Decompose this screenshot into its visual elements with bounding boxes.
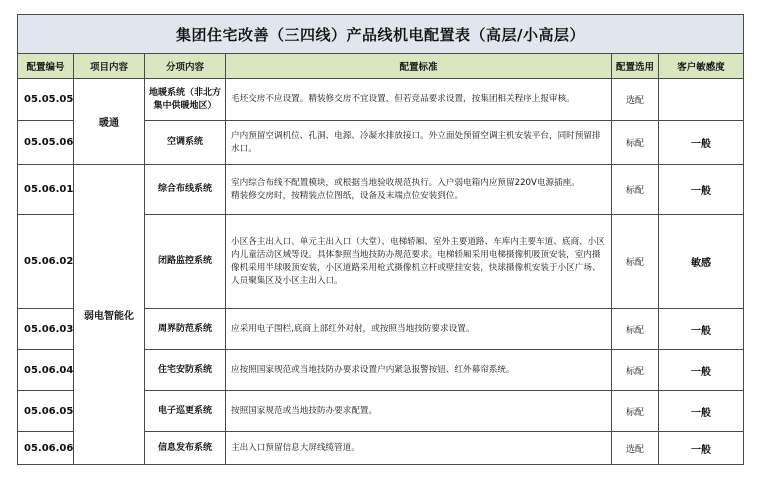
- row-code: 05.06.03: [18, 309, 74, 350]
- config-table-sheet: [17, 14, 743, 465]
- header-project: 项目内容: [74, 54, 145, 79]
- row-standard: 毛坯交房不应设置。精装修交房不宜设置，但若竞品要求设置，按集团相关程序上报审核。: [226, 79, 612, 121]
- header-selection: 配置选用: [612, 54, 659, 79]
- header-code: 配置编号: [18, 54, 74, 79]
- row-code: 05.06.06: [18, 432, 74, 465]
- table-row: [18, 165, 744, 215]
- row-standard: 室内综合布线不配置模块，或根据当地验收规范执行。入户弱电箱内应预留220V电源插座。 精装修交房时，按精装点位图纸，设备及末端点位安装到位。: [226, 165, 612, 215]
- row-standard: 户内预留空调机位、孔洞、电源、冷凝水排放接口。外立面处预留空调主机安装平台，同时预留排水口。: [226, 121, 612, 165]
- row-sub-item: 地暖系统（非北方集中供暖地区）: [145, 79, 226, 121]
- header-row: [18, 54, 744, 79]
- row-sub-item: 信息发布系统: [145, 432, 226, 465]
- row-selection: 标配: [612, 165, 659, 215]
- row-sub-item: 周界防范系统: [145, 309, 226, 350]
- row-selection: 标配: [612, 391, 659, 432]
- row-sensitivity: 一般: [659, 121, 744, 165]
- row-selection: 标配: [612, 121, 659, 165]
- row-sensitivity: [659, 79, 744, 121]
- header-standard: 配置标准: [226, 54, 612, 79]
- row-sub-item: 电子巡更系统: [145, 391, 226, 432]
- title-row: [18, 15, 744, 54]
- table-row: [18, 79, 744, 121]
- row-selection: 标配: [612, 215, 659, 309]
- row-selection: 选配: [612, 432, 659, 465]
- header-sensitivity: 客户敏感度: [659, 54, 744, 79]
- row-selection: 选配: [612, 79, 659, 121]
- row-sensitivity: 一般: [659, 309, 744, 350]
- row-sensitivity: 一般: [659, 432, 744, 465]
- row-sub-item: 空调系统: [145, 121, 226, 165]
- row-sub-item: 住宅安防系统: [145, 350, 226, 391]
- row-sub-item: 综合布线系统: [145, 165, 226, 215]
- group-smart: 弱电智能化: [74, 165, 145, 465]
- row-code: 05.06.04: [18, 350, 74, 391]
- row-standard: 按照国家规范或当地技防办要求配置。: [226, 391, 612, 432]
- header-sub-item: 分项内容: [145, 54, 226, 79]
- row-code: 05.06.05: [18, 391, 74, 432]
- row-selection: 标配: [612, 350, 659, 391]
- row-standard: 应按照国家规范或当地技防办要求设置户内紧急报警按钮、红外幕帘系统。: [226, 350, 612, 391]
- row-code: 05.05.06: [18, 121, 74, 165]
- row-sensitivity: 一般: [659, 391, 744, 432]
- row-standard: 小区各主出入口、单元主出入口（大堂）、电梯轿厢、室外主要道路、车库内主要车道、底商、小区内儿童活动区域等设。具体参照当地技防办规范要求。电梯轿厢采用电梯摄像机吸顶安装，室内摄像机采用半球吸顶安装，小区道路采用枪式摄像机立杆或壁挂安装，快球摄像机安装于小区广场、人员聚集区及小区主出入口。: [226, 215, 612, 309]
- group-hvac: 暖通: [74, 79, 145, 165]
- row-sensitivity: 一般: [659, 165, 744, 215]
- row-standard: 应采用电子围栏,底商上部红外对射，或按照当地技防要求设置。: [226, 309, 612, 350]
- config-table: [17, 14, 744, 465]
- row-code: 05.06.02: [18, 215, 74, 309]
- table-title: 集团住宅改善（三四线）产品线机电配置表（高层/小高层）: [18, 15, 744, 54]
- row-sensitivity: 一般: [659, 350, 744, 391]
- row-standard: 主出入口预留信息大屏线缆管道。: [226, 432, 612, 465]
- row-sub-item: 闭路监控系统: [145, 215, 226, 309]
- row-code: 05.05.05: [18, 79, 74, 121]
- row-code: 05.06.01: [18, 165, 74, 215]
- row-sensitivity: 敏感: [659, 215, 744, 309]
- row-selection: 标配: [612, 309, 659, 350]
